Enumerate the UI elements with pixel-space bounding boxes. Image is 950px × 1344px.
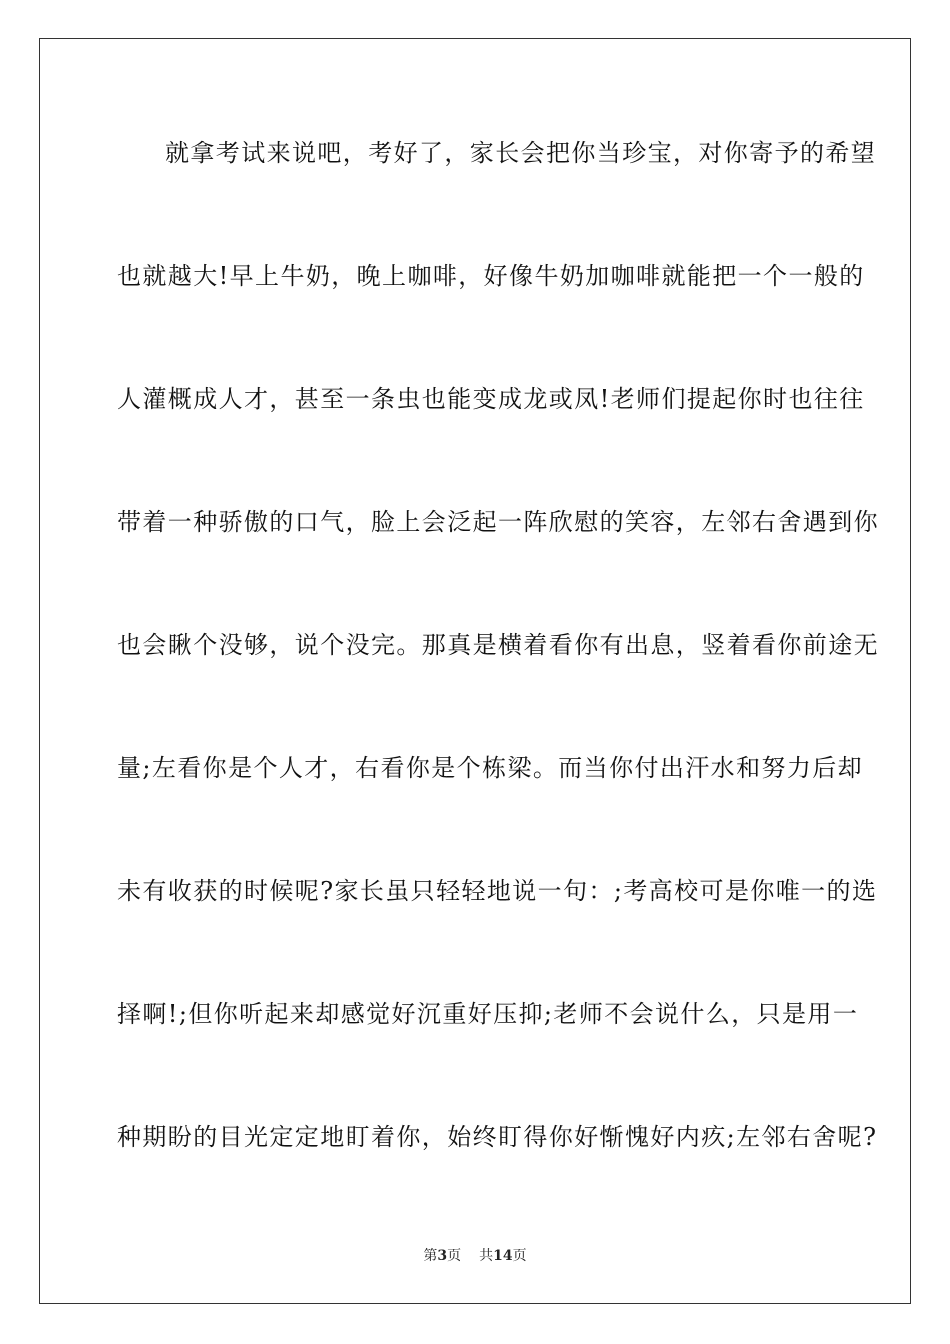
page-footer — [0, 1247, 950, 1265]
total-suffix: 页 — [512, 1248, 527, 1264]
paragraph-line-7: 未有收获的时候呢?家长虽只轻轻地说一句：;考高校可是你唯一的选 — [117, 877, 878, 905]
paragraph-line-1: 就拿考试来说吧，考好了，家长会把你当珍宝，对你寄予的希望 — [165, 139, 877, 167]
paragraph-line-9: 种期盼的目光定定地盯着你，始终盯得你好惭愧好内疚;左邻右舍呢? — [117, 1123, 878, 1151]
page-prefix: 第 — [423, 1248, 438, 1264]
paragraph-line-2: 也就越大!早上牛奶，晚上咖啡，好像牛奶加咖啡就能把一个一般的 — [117, 262, 865, 290]
paragraph-line-6: 量;左看你是个人才，右看你是个栋梁。而当你付出汗水和努力后却 — [117, 754, 864, 782]
total-pages: 14 — [493, 1248, 513, 1264]
page-suffix: 页 — [447, 1248, 462, 1264]
paragraph-line-3: 人灌概成人才，甚至一条虫也能变成龙或凤!老师们提起你时也往往 — [117, 385, 865, 413]
paragraph-line-5: 也会瞅个没够，说个没完。那真是横着看你有出息，竖着看你前途无 — [117, 631, 879, 659]
page-number: 3 — [437, 1248, 448, 1264]
paragraph-line-4: 带着一种骄傲的口气，脸上会泛起一阵欣慰的笑容，左邻右舍遇到你 — [117, 508, 879, 536]
page-border — [39, 38, 911, 1304]
paragraph-line-8: 择啊!;但你听起来却感觉好沉重好压抑;老师不会说什么，只是用一 — [117, 1000, 859, 1028]
total-prefix: 共 — [479, 1248, 494, 1264]
